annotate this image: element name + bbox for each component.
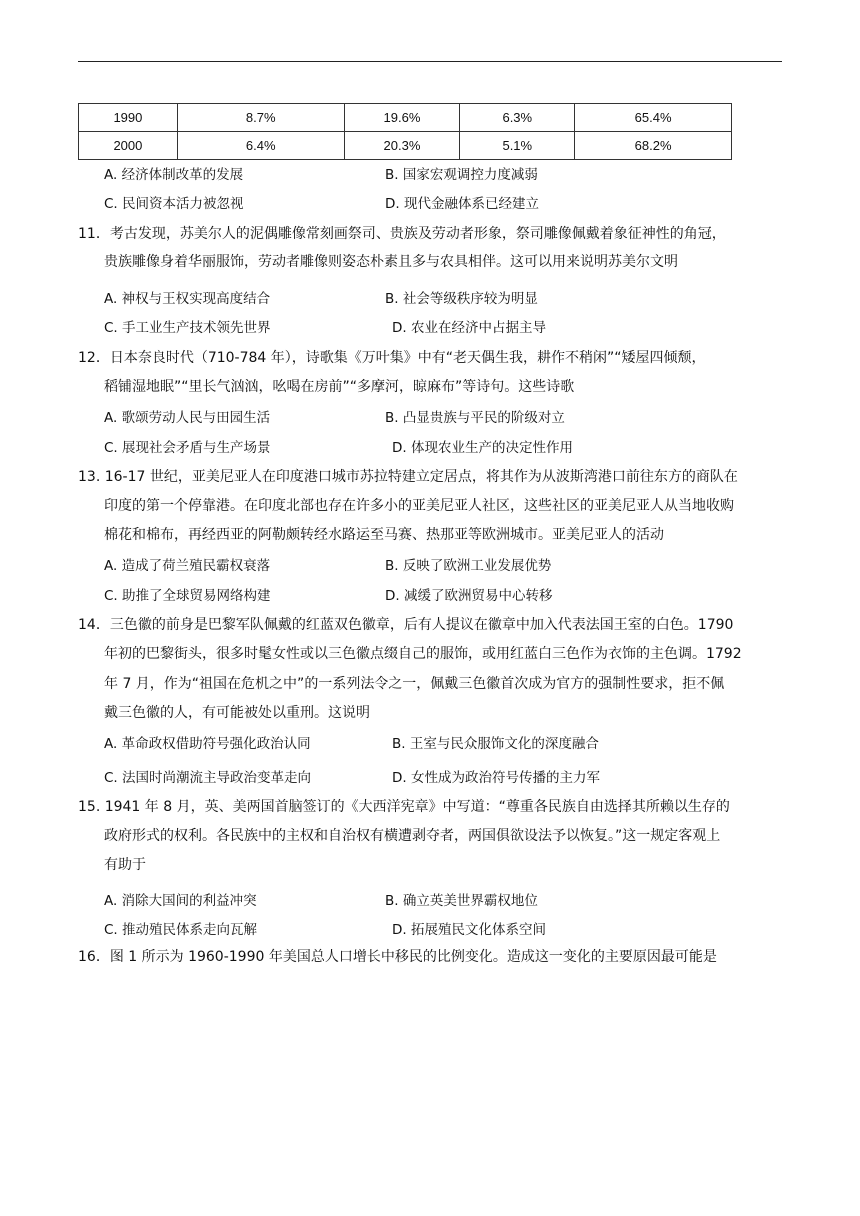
- q16-stem-line: 16．图 1 所示为 1960-1990 年美国总人口增长中移民的比例变化。造成这一变化的主要原因最可能是: [78, 949, 717, 965]
- q15-option-d: D. 拓展殖民文化体系空间: [392, 922, 546, 938]
- q11-option-a: A. 神权与王权实现高度结合: [104, 291, 271, 307]
- table-cell: 19.6%: [344, 104, 460, 132]
- q14-option-d: D. 女性成为政治符号传播的主力军: [392, 770, 600, 786]
- q14-stem-line: 戴三色徽的人，有可能被处以重刑。这说明: [104, 705, 370, 721]
- table-cell: 5.1%: [460, 132, 575, 160]
- table-cell: 6.4%: [177, 132, 344, 160]
- q14-option-c: C. 法国时尚潮流主导政治变革走向: [104, 770, 312, 786]
- q10-option-a: A. 经济体制改革的发展: [104, 167, 244, 183]
- q13-option-b: B. 反映了欧洲工业发展优势: [385, 558, 552, 574]
- q10-option-c: C. 民间资本活力被忽视: [104, 196, 244, 212]
- q15-option-b: B. 确立英美世界霸权地位: [385, 893, 538, 909]
- q12-option-b: B. 凸显贵族与平民的阶级对立: [385, 410, 565, 426]
- table-cell: 65.4%: [575, 104, 732, 132]
- q10-option-d: D. 现代金融体系已经建立: [385, 196, 539, 212]
- q13-stem-line: 棉花和棉布，再经西亚的阿勒颇转经水路运至马赛、热那亚等欧洲城市。亚美尼亚人的活动: [104, 527, 664, 543]
- q11-stem-line: 贵族雕像身着华丽服饰，劳动者雕像则姿态朴素且多与农具相伴。这可以用来说明苏美尔文明: [104, 254, 678, 270]
- table-cell: 20.3%: [344, 132, 460, 160]
- table-row: [79, 104, 732, 132]
- header-rule: [78, 61, 782, 62]
- data-table: [78, 103, 732, 160]
- q15-stem-line: 15. 1941 年 8 月，英、美两国首脑签订的《大西洋宪章》中写道：“尊重各民族自由选择其所赖以生存的: [78, 799, 730, 815]
- q15-option-c: C. 推动殖民体系走向瓦解: [104, 922, 258, 938]
- q14-stem-line: 14．三色徽的前身是巴黎军队佩戴的红蓝双色徽章，后有人提议在徽章中加入代表法国王室的白色。1790: [78, 617, 734, 633]
- q15-option-a: A. 消除大国间的利益冲突: [104, 893, 257, 909]
- q12-stem-line: 12．日本奈良时代（710-784 年），诗歌集《万叶集》中有“老天偶生我，耕作不稍闲”“矮屋四倾颓，: [78, 350, 706, 366]
- table-cell: 6.3%: [460, 104, 575, 132]
- q13-stem-line: 印度的第一个停靠港。在印度北部也存在许多小的亚美尼亚人社区，这些社区的亚美尼亚人从当地收购: [104, 498, 734, 514]
- q13-option-d: D. 减缓了欧洲贸易中心转移: [385, 588, 553, 604]
- q14-option-b: B. 王室与民众服饰文化的深度融合: [392, 736, 599, 752]
- table-cell: 8.7%: [177, 104, 344, 132]
- q14-option-a: A. 革命政权借助符号强化政治认同: [104, 736, 311, 752]
- table-cell: 68.2%: [575, 132, 732, 160]
- q14-stem-line: 年 7 月，作为“祖国在危机之中”的一系列法令之一，佩戴三色徽首次成为官方的强制性要求，拒不佩: [104, 676, 725, 692]
- q11-option-b: B. 社会等级秩序较为明显: [385, 291, 538, 307]
- q13-stem-line: 13. 16-17 世纪，亚美尼亚人在印度港口城市苏拉特建立定居点，将其作为从波斯湾港口前往东方的商队在: [78, 469, 738, 485]
- q12-option-c: C. 展现社会矛盾与生产场景: [104, 440, 271, 456]
- q12-option-d: D. 体现农业生产的决定性作用: [392, 440, 573, 456]
- table-cell: 1990: [79, 104, 178, 132]
- q12-stem-line: 稻铺湿地眠”“里长气汹汹，吆喝在房前”“多摩河，晾麻布”等诗句。这些诗歌: [104, 379, 575, 395]
- q13-option-a: A. 造成了荷兰殖民霸权衰落: [104, 558, 271, 574]
- q15-stem-line: 政府形式的权利。各民族中的主权和自治权有横遭剥夺者，两国俱欲设法予以恢复。”这一规定客观上: [104, 828, 721, 844]
- q10-option-b: B. 国家宏观调控力度减弱: [385, 167, 538, 183]
- q15-stem-line: 有助于: [104, 857, 146, 873]
- table-cell: 2000: [79, 132, 178, 160]
- q11-stem-line: 11．考古发现，苏美尔人的泥偶雕像常刻画祭司、贵族及劳动者形象，祭司雕像佩戴着象征神性的角冠，: [78, 226, 726, 242]
- q11-option-d: D. 农业在经济中占据主导: [392, 320, 546, 336]
- q12-option-a: A. 歌颂劳动人民与田园生活: [104, 410, 271, 426]
- q13-option-c: C. 助推了全球贸易网络构建: [104, 588, 271, 604]
- q14-stem-line: 年初的巴黎街头，很多时髦女性或以三色徽点缀自己的服饰，或用红蓝白三色作为衣饰的主色调。1792: [104, 646, 742, 662]
- table-row: [79, 132, 732, 160]
- q11-option-c: C. 手工业生产技术领先世界: [104, 320, 271, 336]
